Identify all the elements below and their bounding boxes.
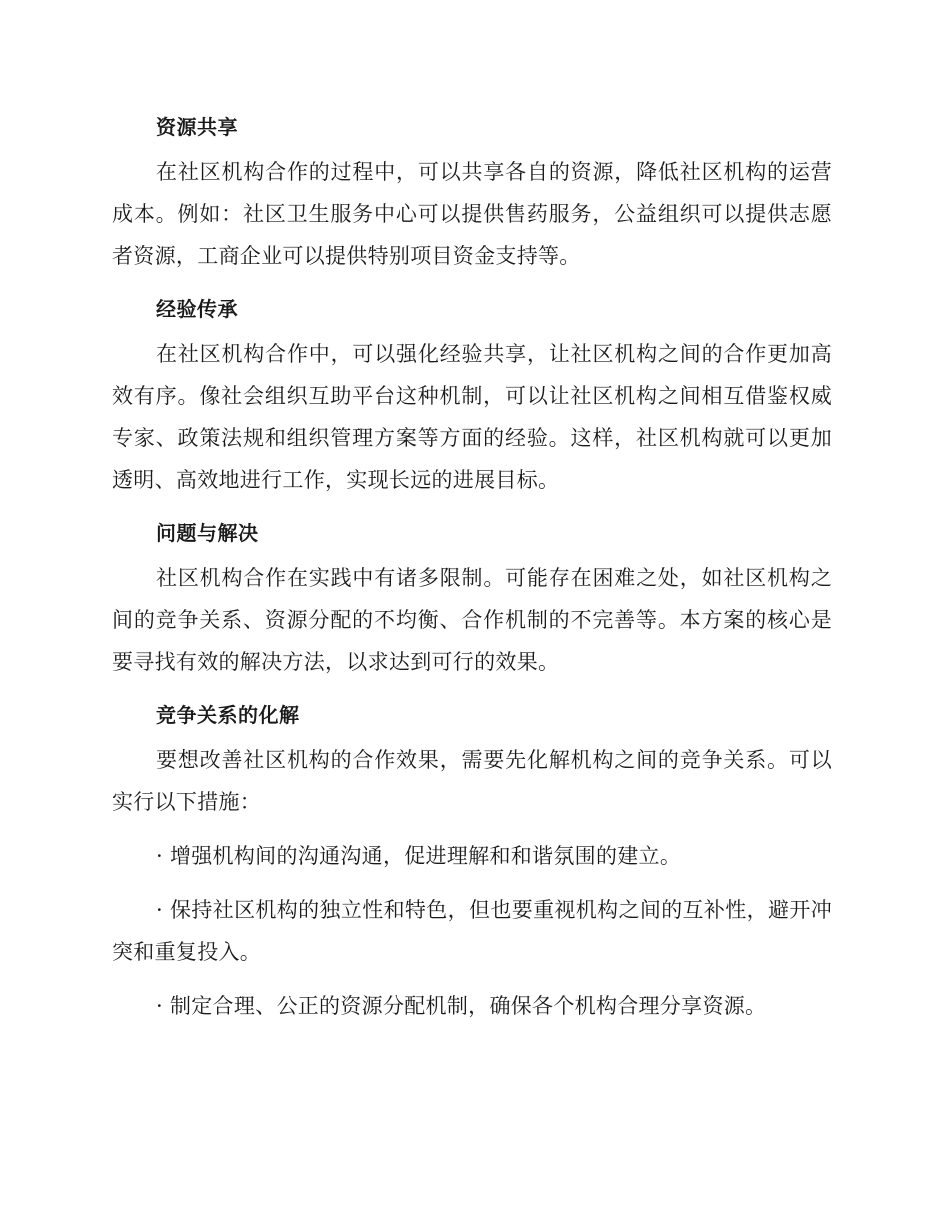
section-problems-and-solutions <box>112 513 832 683</box>
bullet-item: · 保持社区机构的独立性和特色，但也要重视机构之间的互补性，避开冲突和重复投入。 <box>112 898 832 964</box>
section-competition-resolution <box>112 695 832 1027</box>
section-heading: 经验传承 <box>156 297 238 321</box>
section-paragraph: 在社区机构合作的过程中，可以共享各自的资源，降低社区机构的运营成本。例如：社区卫生服务中心可以提供售药服务，公益组织可以提供志愿者资源，工商企业可以提供特别项目资金支持等。 <box>112 160 832 268</box>
section-heading: 问题与解决 <box>156 521 259 545</box>
section-experience-inheritance <box>112 289 832 501</box>
section-heading: 资源共享 <box>156 115 238 139</box>
bullet-item: · 增强机构间的沟通沟通，促进理解和和谐氛围的建立。 <box>156 844 682 868</box>
section-paragraph: 社区机构合作在实践中有诸多限制。可能存在困难之处，如社区机构之间的竞争关系、资源分配的不均衡、合作机制的不完善等。本方案的核心是要寻找有效的解决方法，以求达到可行的效果。 <box>112 566 832 674</box>
section-heading: 竞争关系的化解 <box>156 703 300 727</box>
bullet-item: · 制定合理、公正的资源分配机制，确保各个机构合理分享资源。 <box>156 994 767 1018</box>
document-page <box>112 107 832 1039</box>
section-paragraph: 要想改善社区机构的合作效果，需要先化解机构之间的竞争关系。可以实行以下措施： <box>112 748 832 814</box>
section-resource-sharing <box>112 107 832 277</box>
section-paragraph: 在社区机构合作中，可以强化经验共享，让社区机构之间的合作更加高效有序。像社会组织互助平台这种机制，可以让社区机构之间相互借鉴权威专家、政策法规和组织管理方案等方面的经验。这样，社区机构就可以更加透明、高效地进行工作，实现长远的进展目标。 <box>112 342 832 492</box>
